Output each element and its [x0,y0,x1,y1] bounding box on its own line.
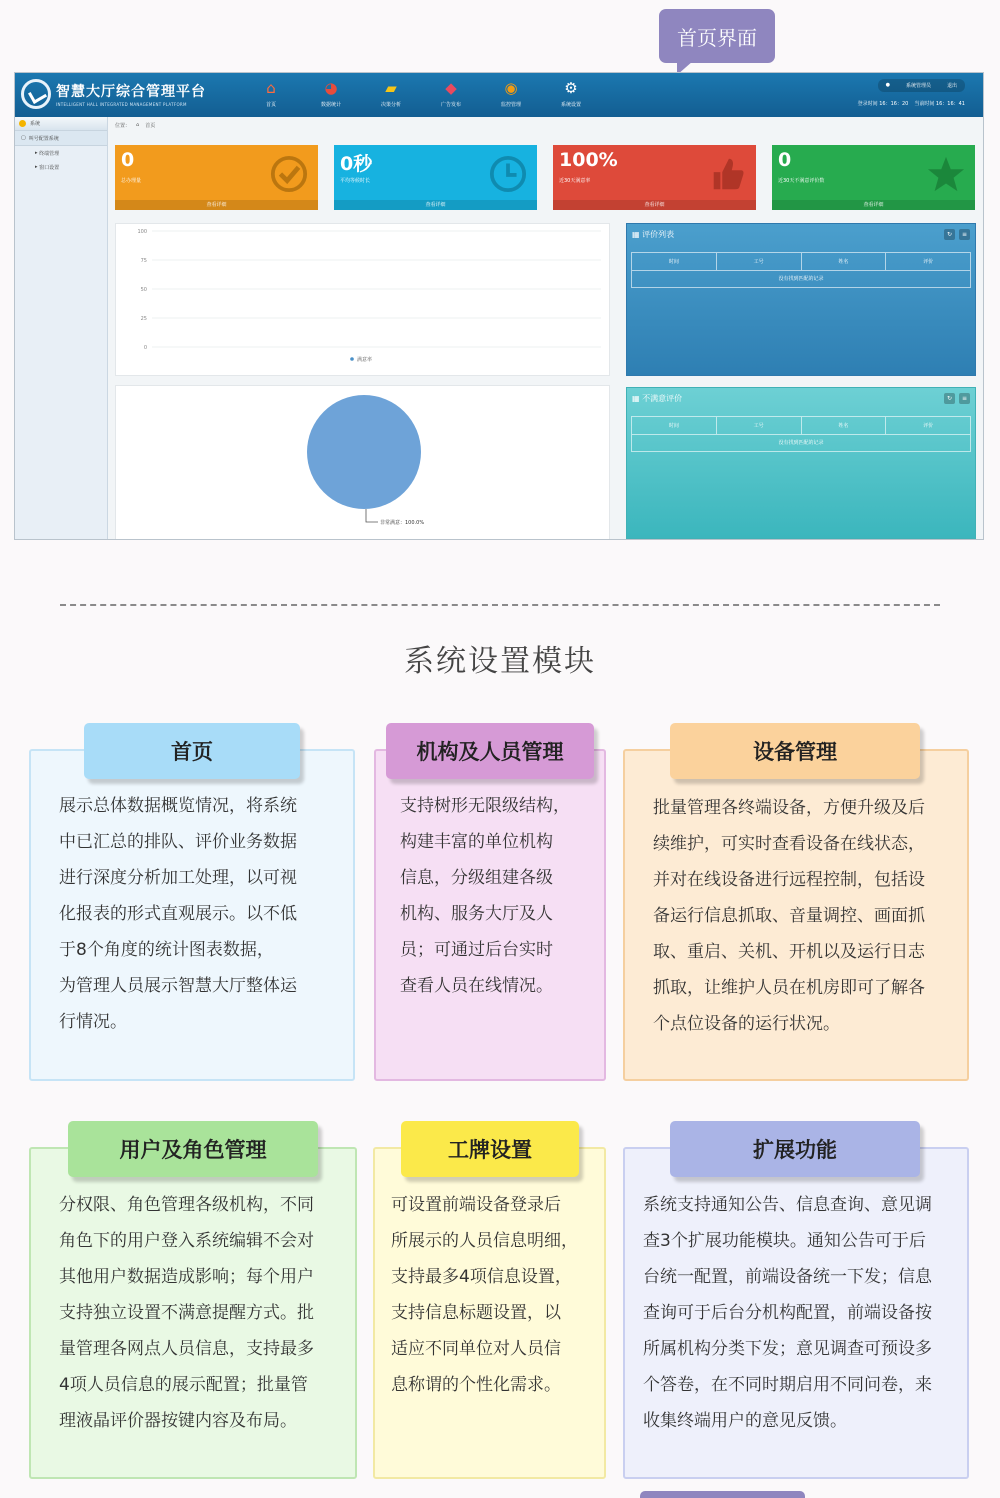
chart-legend [350,356,372,363]
callout-label: 首页界面 [677,25,757,50]
text-line: 量管理各网点人员信息，支持最多 [59,1339,314,1359]
text-line: 查询可于后台分机构配置，前端设备按 [643,1303,932,1323]
refresh-icon[interactable]: ↻ [944,393,955,404]
sidebar-item-label: 窗口设置 [39,164,60,171]
text-line: 理液晶评价器按键内容及布局。 [59,1411,297,1431]
card-home-title [84,723,300,779]
sidebar-group[interactable] [15,131,107,146]
text-line: 个答卷，在不同时期启用不同问卷，来 [643,1375,932,1395]
nav-label: 数据统计 [320,102,341,108]
text-line: 适应不同单位对人员信 [391,1339,561,1359]
empty-message: 没有找到匹配的记录 [778,276,824,282]
app-subtitle: INTELLIGENT HALL INTEGRATED MANAGEMENT PLATFORM [56,102,187,107]
text-line: 抓取，让维护人员在机房即可了解各 [653,978,925,998]
home-icon: ⌂ [266,79,276,97]
logout-link[interactable]: 退出 [946,83,957,89]
breadcrumb [115,122,155,129]
next-section-tab [640,1491,805,1498]
column-header[interactable]: 工号 [717,417,802,434]
sidebar-item-windows[interactable]: ▸ 窗口设置 [35,164,60,171]
review-list-title [632,229,674,240]
card-title-text: 首页 [171,740,213,764]
thumbs-up-icon [708,155,746,193]
text-line: 所展示的人员信息明细， [391,1231,578,1251]
card-title-text: 扩展功能 [753,1138,837,1162]
nav-item-analysis[interactable] [361,78,421,108]
text-line: 支持最多4项信息设置， [391,1267,572,1287]
text-line: 收集终端用户的意见反馈。 [643,1411,847,1431]
card-ext-title [670,1121,920,1177]
nav-label: 首页 [265,102,276,108]
text-line: 个点位设备的运行状况。 [653,1014,840,1034]
stat-card-wait [334,145,537,210]
column-header[interactable]: 姓名 [802,417,887,434]
text-line: 并对在线设备进行远程控制，包括设 [653,870,925,890]
card-device-text [653,790,953,1042]
stat-detail-link[interactable]: 查看详细 [115,200,318,210]
text-line: 支持独立设置不满意提醒方式。批 [59,1303,314,1323]
text-line: 所属机构分类下发；意见调查可预设多 [643,1339,932,1359]
stat-label: 近30天不满意评价数 [778,178,825,184]
user-area [858,79,965,107]
home-interface-callout [659,9,775,63]
clock-icon [489,155,527,193]
sidebar-group-label: 叫号配置系统 [28,135,59,142]
text-line: 备运行信息抓取、音量调控、画面抓 [653,906,925,926]
text-line: 于8个角度的统计图表数据， [59,940,274,960]
section-title: 系统设置模块 [404,644,596,679]
monitor-icon: ◉ [504,79,518,97]
sidebar-item-terminals[interactable]: ▸ 终端管理 [35,150,60,157]
y-tick-label: 50 [140,287,147,293]
eraser-icon: ◆ [445,79,457,97]
section-divider [60,604,940,606]
dissatisfied-table [631,416,971,452]
breadcrumb-page[interactable]: 首页 [145,123,156,129]
system-icon [19,120,26,127]
star-icon [927,155,965,193]
text-line: 构建丰富的单位机构 [400,832,553,852]
nav-label: 广告发布 [440,102,461,108]
text-line: 息称谓的个性化需求。 [391,1375,561,1395]
check-circle-icon [270,155,308,193]
card-ext-text [643,1187,963,1439]
stat-label: 近30天满意率 [559,178,591,184]
card-user-text [59,1187,349,1439]
menu-icon[interactable]: ≡ [959,229,970,240]
home-icon: ⌂ [136,122,140,128]
card-title-text: 工牌设置 [448,1138,532,1162]
panel-title: 不满意评价 [642,393,683,403]
main-nav [241,78,601,108]
text-line: 查看人员在线情况。 [400,976,553,996]
stat-value: 100% [559,149,618,171]
sidebar-header[interactable] [15,117,107,131]
pie-chart-icon: ◕ [324,79,338,97]
login-time: 登录时间 16：16：20 [857,101,909,107]
text-line: 支持信息标题设置，以 [391,1303,561,1323]
legend-marker [350,357,354,361]
dissatisfied-review-panel [626,387,976,539]
text-line: 其他用户数据造成影响；每个用户 [59,1267,314,1287]
text-line: 展示总体数据概览情况，将系统 [59,796,297,816]
card-user [29,1147,357,1479]
dissatisfied-title [632,393,682,404]
y-tick-label: 0 [143,345,147,351]
card-title-text: 用户及角色管理 [119,1138,267,1162]
text-line: 批量管理各终端设备，方便升级及后 [653,798,925,818]
user-name: 系统管理员 [905,83,931,89]
text-line: 取、重启、关机、开机以及运行日志 [653,942,925,962]
text-line: 4项人员信息的展示配置；批量管 [59,1375,308,1395]
text-line: 中已汇总的排队、评价业务数据 [59,832,297,852]
review-list-panel [626,223,976,376]
card-home [29,749,355,1081]
nav-item-ads[interactable] [421,78,481,108]
grid-icon: ▦ [632,229,640,239]
gear-icon: ⚙ [564,79,578,97]
card-badge-title [401,1121,579,1177]
card-org-text [400,788,600,1004]
y-tick-label: 100 [137,229,147,235]
column-header[interactable]: 时间 [632,417,717,434]
user-icon: ● [885,82,890,88]
nav-item-monitor[interactable] [481,78,541,108]
refresh-icon[interactable]: ↻ [944,229,955,240]
card-ext [623,1147,969,1479]
card-device-title [670,723,920,779]
text-line: 机构、服务大厅及人 [400,904,553,924]
nav-label: 决策分析 [380,102,401,108]
review-table [631,252,971,288]
card-device [623,749,969,1081]
line-chart-panel [115,223,610,376]
text-line: 分权限、角色管理各级机构，不同 [59,1195,314,1215]
text-line: 台统一配置，前端设备统一下发；信息 [643,1267,932,1287]
breadcrumb-label: 位置： [115,123,131,129]
satisfaction-line-chart [116,224,611,377]
satisfaction-pie-chart [116,386,611,540]
stat-label: 总办理量 [121,178,142,184]
card-home-text [59,788,339,1040]
panel-title: 评价列表 [642,229,675,239]
nav-item-statistics[interactable] [301,78,361,108]
text-line: 支持树形无限级结构， [400,796,570,816]
card-title-text: 设备管理 [753,740,837,764]
folder-icon: ▰ [385,79,397,97]
nav-label: 系统设置 [560,102,581,108]
app-title: 智慧大厅综合管理平台 [56,84,206,100]
text-line: 系统支持通知公告、信息查询、意见调 [643,1195,932,1215]
empty-message: 没有找到匹配的记录 [778,440,824,446]
card-user-title [68,1121,318,1177]
text-line: 可设置前端设备登录后 [391,1195,561,1215]
text-line: 为管理人员展示智慧大厅整体运 [59,976,297,996]
logo-icon [21,79,51,109]
text-line: 角色下的用户登入系统编辑不会对 [59,1231,314,1251]
column-header[interactable]: 工号 [717,253,802,270]
y-tick-label: 25 [140,316,147,322]
stat-value: 0秒 [340,153,373,175]
column-header[interactable]: 时间 [632,253,717,270]
text-line: 续维护，可实时查看设备在线状态， [653,834,925,854]
sidebar [15,117,108,540]
app-logo [21,79,206,109]
app-screenshot [14,72,984,540]
card-org-title [386,723,594,779]
y-tick-label: 75 [140,258,147,264]
grid-icon: ▦ [632,393,640,403]
card-badge-text [391,1187,601,1403]
stat-detail-link[interactable]: 查看详细 [553,200,756,210]
pie-label: 非常满意：100.0% [380,520,425,526]
text-line: 行情况。 [59,1012,127,1032]
stat-card-total [115,145,318,210]
stat-label: 平均等候时长 [340,178,371,184]
nav-item-settings[interactable] [541,78,601,108]
column-header[interactable]: 评价 [923,423,934,429]
column-header[interactable]: 评价 [923,259,934,265]
card-org [374,749,606,1081]
sidebar-item-label: 终端管理 [39,150,60,157]
text-line: 信息，分级组建各级 [400,868,553,888]
legend-label: 满意率 [357,357,373,363]
stat-detail-link[interactable]: 查看详细 [772,200,975,210]
stat-value: 0 [121,149,135,171]
stat-value: 0 [778,149,792,171]
app-header [15,73,984,117]
column-header[interactable]: 姓名 [802,253,887,270]
text-line: 进行深度分析加工处理，以可视 [59,868,297,888]
folder-icon: ▢ [21,135,26,141]
pie-slice-very-satisfied [307,395,421,509]
text-line: 化报表的形式直观展示。以不低 [59,904,297,924]
stat-detail-link[interactable]: 查看详细 [334,200,537,210]
text-line: 员；可通过后台实时 [400,940,553,960]
sidebar-header-label: 系统 [30,121,41,127]
card-badge [373,1147,606,1479]
nav-item-home[interactable] [241,78,301,108]
text-line: 查3个扩展功能模块。通知公告可于后 [643,1231,926,1251]
stat-card-satisfaction [553,145,756,210]
stat-card-dissatisfied [772,145,975,210]
menu-icon[interactable]: ≡ [959,393,970,404]
card-title-text: 机构及人员管理 [416,740,564,764]
pie-leader-line [366,509,378,522]
current-time: 当前时间 16：16：41 [914,101,965,107]
pie-chart-panel [115,385,610,540]
nav-label: 监控管理 [500,102,521,108]
